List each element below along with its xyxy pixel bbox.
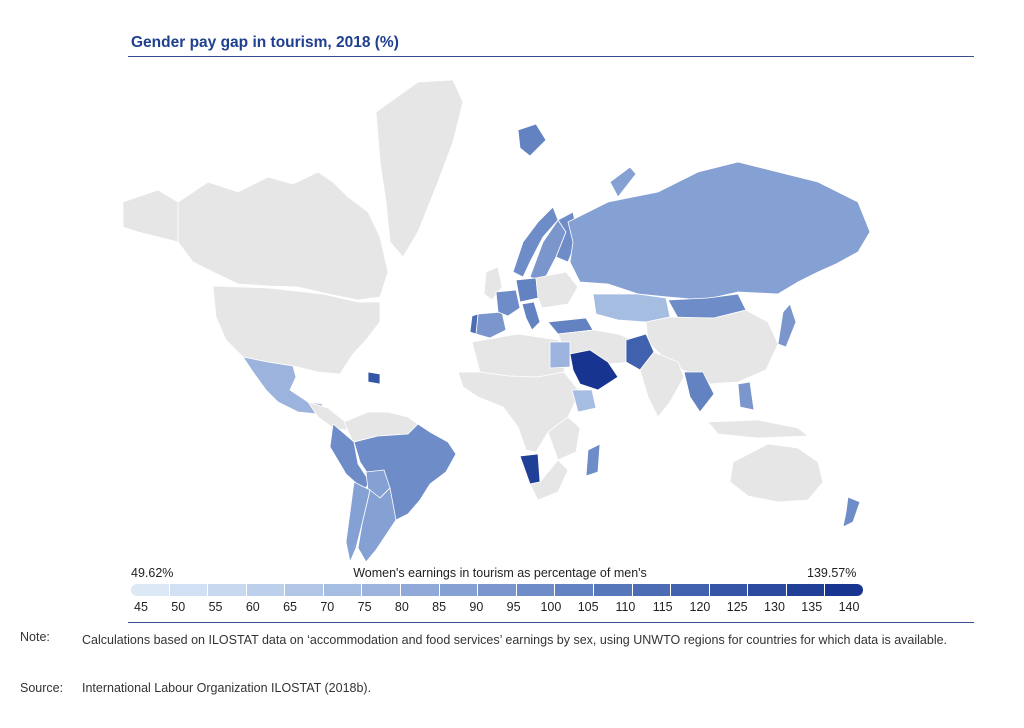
country-india bbox=[640, 352, 684, 417]
country-philippines bbox=[738, 382, 754, 410]
legend-tick: 95 bbox=[506, 600, 521, 614]
legend-swatch bbox=[671, 584, 709, 596]
note-label: Note: bbox=[20, 630, 50, 644]
legend-tick: 100 bbox=[540, 600, 562, 614]
country-indonesia bbox=[708, 420, 808, 438]
legend-tick: 125 bbox=[726, 600, 748, 614]
legend-tick: 80 bbox=[394, 600, 409, 614]
legend-swatch bbox=[594, 584, 632, 596]
legend-tick: 115 bbox=[652, 600, 673, 614]
source-text: International Labour Organization ILOSTAT (2018b). bbox=[82, 681, 372, 695]
legend-tick: 50 bbox=[171, 600, 186, 614]
legend-tick: 60 bbox=[245, 600, 260, 614]
legend-swatch bbox=[517, 584, 555, 596]
note-text: Calculations based on ILOSTAT data on ‘accommodation and food services’ earnings by sex, using UNWTO regions for countries for which data is available. bbox=[82, 633, 948, 647]
legend-tick: 120 bbox=[689, 600, 711, 614]
legend-swatch bbox=[478, 584, 516, 596]
legend-swatch bbox=[555, 584, 593, 596]
legend-tick: 140 bbox=[838, 600, 860, 614]
legend-tick: 45 bbox=[134, 600, 148, 614]
legend-swatch bbox=[362, 584, 400, 596]
legend-tick: 70 bbox=[320, 600, 335, 614]
legend-tick: 130 bbox=[764, 600, 785, 614]
country-central-america bbox=[308, 402, 348, 430]
legend-tick: 85 bbox=[432, 600, 447, 614]
color-scale-ticks bbox=[131, 600, 863, 616]
country-namibia bbox=[520, 454, 540, 484]
legend-swatch bbox=[710, 584, 748, 596]
legend-swatch bbox=[208, 584, 246, 596]
legend-swatch bbox=[131, 584, 169, 596]
country-alaska bbox=[123, 190, 178, 242]
country-novaya-zemlya bbox=[610, 167, 636, 197]
country-svalbard bbox=[518, 124, 546, 156]
legend-swatch bbox=[748, 584, 786, 596]
country-germany bbox=[516, 278, 538, 302]
country-dominican-republic bbox=[368, 372, 380, 384]
country-egypt bbox=[550, 342, 570, 368]
country-madagascar bbox=[586, 444, 600, 476]
country-italy bbox=[522, 302, 540, 330]
legend-tick: 75 bbox=[357, 600, 372, 614]
legend-swatch bbox=[170, 584, 208, 596]
legend-swatch bbox=[247, 584, 285, 596]
legend-swatch bbox=[285, 584, 323, 596]
legend-tick: 90 bbox=[469, 600, 484, 614]
legend-swatch bbox=[401, 584, 439, 596]
country-ethiopia bbox=[572, 390, 596, 412]
legend-swatch bbox=[633, 584, 671, 596]
country-kazakhstan bbox=[593, 294, 670, 322]
legend-tick: 55 bbox=[208, 600, 223, 614]
legend-tick: 135 bbox=[801, 600, 823, 614]
country-japan bbox=[778, 304, 796, 347]
legend-swatch bbox=[324, 584, 362, 596]
country-france bbox=[496, 290, 520, 316]
country-new-zealand bbox=[843, 497, 860, 527]
world-map bbox=[118, 72, 878, 567]
source-label: Source: bbox=[20, 681, 64, 695]
legend-tick: 110 bbox=[615, 600, 636, 614]
legend-caption: Women's earnings in tourism as percentage of men's bbox=[353, 566, 647, 580]
legend-min-label: 49.62% bbox=[131, 566, 174, 580]
legend-tick: 65 bbox=[283, 600, 297, 614]
country-greenland bbox=[376, 80, 463, 257]
footer-rule bbox=[128, 622, 974, 623]
country-spain bbox=[476, 312, 506, 338]
legend-max-label: 139.57% bbox=[807, 566, 857, 580]
legend-swatch bbox=[440, 584, 478, 596]
legend-swatch bbox=[825, 584, 863, 596]
country-australia bbox=[730, 444, 823, 502]
legend-swatch bbox=[787, 584, 825, 596]
title-rule bbox=[128, 56, 974, 57]
country-canada bbox=[178, 172, 388, 300]
legend-tick: 105 bbox=[577, 600, 599, 614]
color-scale-bar bbox=[131, 584, 863, 596]
chart-title: Gender pay gap in tourism, 2018 (%) bbox=[131, 34, 399, 51]
country-east-europe bbox=[536, 272, 578, 308]
